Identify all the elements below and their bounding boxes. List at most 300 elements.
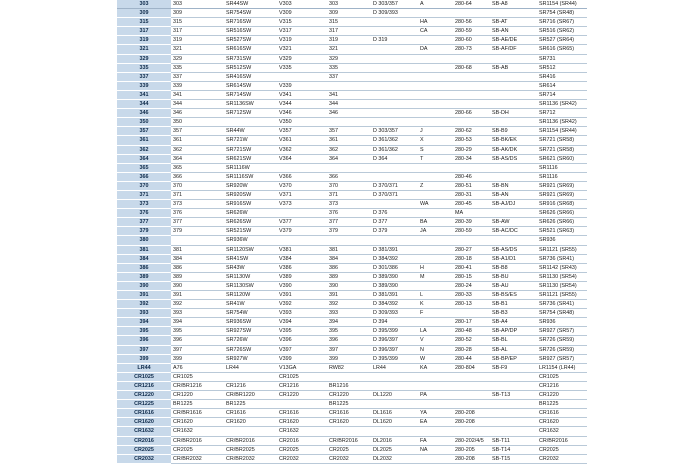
cell-col-6 xyxy=(371,381,418,390)
cell-model: CR2016 xyxy=(117,436,171,445)
cell-col-9: SB-DH xyxy=(490,109,537,118)
cell-col-8 xyxy=(453,381,490,390)
cell-col-6 xyxy=(371,90,418,99)
cell-model: 357 xyxy=(117,127,171,136)
cell-col-5: CR1616 xyxy=(327,409,371,418)
cell-col-2: 399 xyxy=(171,354,224,363)
cell-col-9: SB-B8 xyxy=(490,263,537,272)
cell-col-9 xyxy=(490,163,537,172)
cell-col-3: CR/BR2025 xyxy=(224,445,277,454)
cell-col-6 xyxy=(371,163,418,172)
table-row xyxy=(117,245,587,254)
cell-model: 317 xyxy=(117,27,171,36)
cross-reference-sheet xyxy=(117,0,587,464)
cell-col-4: V344 xyxy=(277,100,327,109)
cell-col-3: SR43W xyxy=(224,263,277,272)
cell-col-5: 384 xyxy=(327,254,371,263)
cell-col-4: CR1632 xyxy=(277,427,327,436)
cell-col-8: 280-208 xyxy=(453,418,490,427)
cell-col-3: SR44W xyxy=(224,127,277,136)
cell-col-2: 346 xyxy=(171,109,224,118)
cell-col-9: SB-AE/DE xyxy=(490,36,537,45)
cell-model: 399 xyxy=(117,354,171,363)
cell-col-7 xyxy=(418,236,453,245)
cell-model: CR1220 xyxy=(117,391,171,400)
cell-col-2 xyxy=(171,236,224,245)
cell-col-2: CR/BR1616 xyxy=(171,409,224,418)
cell-col-9: SB-B3 xyxy=(490,309,537,318)
cell-col-4: V384 xyxy=(277,254,327,263)
cell-col-5: BR1216 xyxy=(327,381,371,390)
cell-model: CR1225 xyxy=(117,400,171,409)
cell-col-6: LR44 xyxy=(371,363,418,372)
cell-col-8 xyxy=(453,427,490,436)
cell-col-4: V319 xyxy=(277,36,327,45)
cell-col-4: V341 xyxy=(277,90,327,99)
cell-col-2: 384 xyxy=(171,254,224,263)
cell-col-6 xyxy=(371,236,418,245)
cell-col-3: SR527SW xyxy=(224,36,277,45)
table-row xyxy=(117,254,587,263)
cell-col-3: SR1136SW xyxy=(224,100,277,109)
cell-col-4: V386 xyxy=(277,263,327,272)
cell-col-3: CR1216 xyxy=(224,381,277,390)
cell-col-8 xyxy=(453,100,490,109)
cell-col-8: 280-28 xyxy=(453,345,490,354)
cell-col-4: V396 xyxy=(277,336,327,345)
cell-equivalent: SR1116 xyxy=(537,172,587,181)
table-row xyxy=(117,363,587,372)
cell-col-7: N xyxy=(418,345,453,354)
cell-col-3: SR1130W xyxy=(224,272,277,281)
cell-col-2: CR/BR1216 xyxy=(171,381,224,390)
cell-col-8: 280-45 xyxy=(453,200,490,209)
cell-col-9 xyxy=(490,90,537,99)
cell-col-6: DL2016 xyxy=(371,436,418,445)
cell-model: 384 xyxy=(117,254,171,263)
table-row xyxy=(117,209,587,218)
cell-col-8 xyxy=(453,400,490,409)
cell-col-6 xyxy=(371,72,418,81)
table-row xyxy=(117,36,587,45)
cell-model: 381 xyxy=(117,245,171,254)
table-row xyxy=(117,0,587,9)
cell-col-6: D 364 xyxy=(371,154,418,163)
cell-col-4: V381 xyxy=(277,245,327,254)
cell-col-5: 344 xyxy=(327,100,371,109)
cell-col-2: 317 xyxy=(171,27,224,36)
cell-col-4: V379 xyxy=(277,227,327,236)
cell-col-4: V317 xyxy=(277,27,327,36)
cell-equivalent: SR721 (SR58) xyxy=(537,136,587,145)
cell-col-3: SR44SW xyxy=(224,0,277,9)
cell-col-7: FA xyxy=(418,436,453,445)
table-row xyxy=(117,9,587,18)
cell-equivalent: SR936 xyxy=(537,236,587,245)
cell-col-9: SB-BS/ES xyxy=(490,291,537,300)
cell-col-7 xyxy=(418,54,453,63)
cell-col-6: DL2032 xyxy=(371,454,418,463)
cell-col-5: 317 xyxy=(327,27,371,36)
cell-col-5: CR2025 xyxy=(327,445,371,454)
cell-col-5 xyxy=(327,163,371,172)
table-row xyxy=(117,300,587,309)
cell-col-3: SR920SW xyxy=(224,190,277,199)
cell-equivalent: SR712 xyxy=(537,109,587,118)
cell-col-6 xyxy=(371,81,418,90)
cell-model: 380 xyxy=(117,236,171,245)
cell-model: CR1632 xyxy=(117,427,171,436)
cell-col-9: SB-AK/DK xyxy=(490,145,537,154)
cell-col-9 xyxy=(490,427,537,436)
cell-col-7: S xyxy=(418,145,453,154)
cell-col-6 xyxy=(371,372,418,381)
cell-col-6: D 303/357 xyxy=(371,127,418,136)
cell-col-8: 280-15 xyxy=(453,272,490,281)
cell-col-4 xyxy=(277,72,327,81)
cell-col-4: V399 xyxy=(277,354,327,363)
cell-col-6 xyxy=(371,18,418,27)
cell-col-4: CR2025 xyxy=(277,445,327,454)
table-row xyxy=(117,236,587,245)
cell-equivalent: SR614 xyxy=(537,81,587,90)
cell-equivalent: SR1130 (SR54) xyxy=(537,281,587,290)
cell-col-3: SR920W xyxy=(224,181,277,190)
cell-col-6: D 303/357 xyxy=(371,0,418,9)
cell-col-5: 361 xyxy=(327,136,371,145)
cell-col-8: 280-53 xyxy=(453,136,490,145)
cell-model: 339 xyxy=(117,81,171,90)
cell-col-3: SR1116SW xyxy=(224,172,277,181)
cell-col-9: SB-BU xyxy=(490,272,537,281)
cell-model: 386 xyxy=(117,263,171,272)
cell-col-2: 370 xyxy=(171,181,224,190)
cell-col-9: SB-BN xyxy=(490,181,537,190)
cell-col-7: BA xyxy=(418,218,453,227)
cell-col-3: SR512SW xyxy=(224,63,277,72)
cell-col-7: L xyxy=(418,291,453,300)
cell-col-9: SB-AS/DS xyxy=(490,154,537,163)
cell-col-5: 376 xyxy=(327,209,371,218)
cell-col-8: MA xyxy=(453,209,490,218)
cell-col-7 xyxy=(418,90,453,99)
cell-col-2: 362 xyxy=(171,145,224,154)
cell-col-8: 280-64 xyxy=(453,0,490,9)
cell-col-5: 366 xyxy=(327,172,371,181)
cell-col-9: SB-AW xyxy=(490,218,537,227)
cell-col-2: 377 xyxy=(171,218,224,227)
cell-col-4: V329 xyxy=(277,54,327,63)
cell-col-7: J xyxy=(418,127,453,136)
cell-col-7: HA xyxy=(418,18,453,27)
cell-col-3: SR1130SW xyxy=(224,281,277,290)
cell-col-7: K xyxy=(418,300,453,309)
cell-col-5: 379 xyxy=(327,227,371,236)
cell-col-3: SR716SW xyxy=(224,18,277,27)
cell-col-2: 386 xyxy=(171,263,224,272)
cell-col-9 xyxy=(490,400,537,409)
cell-col-9: SB-BK/EK xyxy=(490,136,537,145)
table-row xyxy=(117,354,587,363)
cell-col-8: 280-68 xyxy=(453,63,490,72)
cell-col-5: CR1220 xyxy=(327,391,371,400)
cell-col-9: SB-T11 xyxy=(490,436,537,445)
cell-col-2: 366 xyxy=(171,172,224,181)
cell-col-5: CR1620 xyxy=(327,418,371,427)
cell-col-7 xyxy=(418,254,453,263)
cell-col-5: 315 xyxy=(327,18,371,27)
cell-col-9 xyxy=(490,409,537,418)
cell-equivalent: SR1121 (SR55) xyxy=(537,291,587,300)
table-row xyxy=(117,100,587,109)
cell-col-3: SR712SW xyxy=(224,109,277,118)
cell-col-5: 390 xyxy=(327,281,371,290)
cell-model: CR1620 xyxy=(117,418,171,427)
cell-col-3: SR621SW xyxy=(224,154,277,163)
cell-model: 303 xyxy=(117,0,171,9)
cell-col-8: 280-17 xyxy=(453,318,490,327)
cell-col-8: 280-27 xyxy=(453,245,490,254)
cell-col-6: D 394 xyxy=(371,318,418,327)
table-row xyxy=(117,81,587,90)
table-row xyxy=(117,200,587,209)
cell-col-2: 397 xyxy=(171,345,224,354)
table-row xyxy=(117,218,587,227)
table-row xyxy=(117,318,587,327)
cell-col-9 xyxy=(490,9,537,18)
cell-col-7: CA xyxy=(418,27,453,36)
cell-col-9 xyxy=(490,236,537,245)
cell-col-4: V397 xyxy=(277,345,327,354)
cell-col-6 xyxy=(371,200,418,209)
cell-model: 373 xyxy=(117,200,171,209)
cell-col-4: V370 xyxy=(277,181,327,190)
cell-col-6: D 370/371 xyxy=(371,181,418,190)
cell-col-6: D 381/391 xyxy=(371,291,418,300)
table-row xyxy=(117,400,587,409)
cell-col-8: 280-62 xyxy=(453,127,490,136)
cell-col-5: 391 xyxy=(327,291,371,300)
cell-model: 309 xyxy=(117,9,171,18)
cell-model: 329 xyxy=(117,54,171,63)
cell-col-3: SR721SW xyxy=(224,145,277,154)
table-row xyxy=(117,181,587,190)
cell-col-6: D 361/362 xyxy=(371,136,418,145)
cell-col-6: D 395/399 xyxy=(371,327,418,336)
cell-col-9 xyxy=(490,418,537,427)
cell-col-8: 280-41 xyxy=(453,263,490,272)
cell-col-4: V366 xyxy=(277,172,327,181)
cell-col-9: SB-T13 xyxy=(490,391,537,400)
cell-equivalent: SR521 (SR63) xyxy=(537,227,587,236)
cell-col-6: DL1620 xyxy=(371,418,418,427)
cell-equivalent: BR1225 xyxy=(537,400,587,409)
cell-col-2: 329 xyxy=(171,54,224,63)
cell-col-2: 315 xyxy=(171,18,224,27)
cell-col-3: SR754W xyxy=(224,309,277,318)
cell-col-5: 389 xyxy=(327,272,371,281)
cell-col-7 xyxy=(418,190,453,199)
cell-equivalent: CR1632 xyxy=(537,427,587,436)
cell-col-8: 280-48 xyxy=(453,327,490,336)
cell-col-8: 280-39 xyxy=(453,218,490,227)
cell-col-9: SB-BL xyxy=(490,336,537,345)
cell-col-4: CR1620 xyxy=(277,418,327,427)
cell-col-4: V395 xyxy=(277,327,327,336)
cell-col-9: SB-AB xyxy=(490,63,537,72)
cell-col-8: 280-51 xyxy=(453,181,490,190)
table-row xyxy=(117,436,587,445)
cell-col-6 xyxy=(371,63,418,72)
cell-col-7 xyxy=(418,381,453,390)
cell-col-4: V392 xyxy=(277,300,327,309)
cell-col-3: CR1616 xyxy=(224,409,277,418)
cell-col-4: V391 xyxy=(277,291,327,300)
cell-equivalent: SR714 xyxy=(537,90,587,99)
cell-col-3: SR41W xyxy=(224,300,277,309)
cell-col-5: 397 xyxy=(327,345,371,354)
cell-equivalent: SR1130 (SR54) xyxy=(537,272,587,281)
cell-col-3: SR626SW xyxy=(224,218,277,227)
cell-col-8: 280-31 xyxy=(453,190,490,199)
cell-col-8: 280-202/4/5 xyxy=(453,436,490,445)
cell-col-6: D 319 xyxy=(371,36,418,45)
cell-col-7: H xyxy=(418,263,453,272)
cell-col-2: 396 xyxy=(171,336,224,345)
cell-col-9: SB-AC/DC xyxy=(490,227,537,236)
cell-model: CR2025 xyxy=(117,445,171,454)
cell-col-5 xyxy=(327,236,371,245)
cell-col-7 xyxy=(418,81,453,90)
cell-equivalent: SR921 (SR69) xyxy=(537,181,587,190)
cell-col-8: 280-56 xyxy=(453,18,490,27)
cell-col-3: SR936SW xyxy=(224,318,277,327)
cell-col-9: SB-AJ/DJ xyxy=(490,200,537,209)
table-row xyxy=(117,63,587,72)
cell-col-7: M xyxy=(418,272,453,281)
cell-col-8 xyxy=(453,54,490,63)
cell-col-2: 319 xyxy=(171,36,224,45)
table-body xyxy=(117,0,587,463)
cell-col-2: 373 xyxy=(171,200,224,209)
cell-col-8: 280-33 xyxy=(453,291,490,300)
cell-model: LR44 xyxy=(117,363,171,372)
cell-col-4: V346 xyxy=(277,109,327,118)
table-row xyxy=(117,145,587,154)
cell-col-2: CR1632 xyxy=(171,427,224,436)
cell-col-8: 280-24 xyxy=(453,281,490,290)
cell-col-6: D 379 xyxy=(371,227,418,236)
cell-col-2: 379 xyxy=(171,227,224,236)
cell-col-3: SR616SW xyxy=(224,45,277,54)
cell-col-7 xyxy=(418,245,453,254)
cell-model: 393 xyxy=(117,309,171,318)
cell-col-8 xyxy=(453,81,490,90)
cell-model: 397 xyxy=(117,345,171,354)
table-row xyxy=(117,309,587,318)
cell-model: 376 xyxy=(117,209,171,218)
cell-col-9 xyxy=(490,72,537,81)
cell-col-3: SR626W xyxy=(224,209,277,218)
cell-col-6 xyxy=(371,400,418,409)
cell-col-7 xyxy=(418,118,453,127)
cell-col-9: SB-AS/DS xyxy=(490,245,537,254)
table-row xyxy=(117,409,587,418)
cell-col-2: 392 xyxy=(171,300,224,309)
cell-equivalent: SR416 xyxy=(537,72,587,81)
cell-model: CR1025 xyxy=(117,372,171,381)
cell-col-2: 364 xyxy=(171,154,224,163)
cell-col-9: SB-BP/EP xyxy=(490,354,537,363)
cell-col-2: 389 xyxy=(171,272,224,281)
cell-col-5: 373 xyxy=(327,200,371,209)
cell-col-6: DL2025 xyxy=(371,445,418,454)
cell-col-3: CR1620 xyxy=(224,418,277,427)
cell-col-3: CR/BR1220 xyxy=(224,391,277,400)
cell-col-9: SB-A1/D1 xyxy=(490,254,537,263)
table-row xyxy=(117,391,587,400)
table-row xyxy=(117,118,587,127)
table-row xyxy=(117,272,587,281)
cell-col-8: 280-804 xyxy=(453,363,490,372)
table-row xyxy=(117,154,587,163)
cell-col-2: 361 xyxy=(171,136,224,145)
cell-col-3: SR614SW xyxy=(224,81,277,90)
cell-col-5 xyxy=(327,118,371,127)
cell-model: 341 xyxy=(117,90,171,99)
cell-col-7 xyxy=(418,36,453,45)
cell-model: 361 xyxy=(117,136,171,145)
cell-col-6: D 381/391 xyxy=(371,245,418,254)
cell-col-2: 365 xyxy=(171,163,224,172)
cell-equivalent: CR2025 xyxy=(537,445,587,454)
cell-col-5: 370 xyxy=(327,181,371,190)
cell-col-5: 394 xyxy=(327,318,371,327)
cell-col-6: D 389/390 xyxy=(371,272,418,281)
cell-col-2: CR1220 xyxy=(171,391,224,400)
cell-col-6: D 361/362 xyxy=(371,145,418,154)
cell-col-8: 280-205 xyxy=(453,445,490,454)
cell-col-3 xyxy=(224,372,277,381)
cell-col-4: V350 xyxy=(277,118,327,127)
cell-col-4: V371 xyxy=(277,190,327,199)
cell-equivalent: SR754 (SR48) xyxy=(537,309,587,318)
cell-col-6 xyxy=(371,109,418,118)
cell-model: 346 xyxy=(117,109,171,118)
table-row xyxy=(117,454,587,463)
cell-col-7 xyxy=(418,9,453,18)
cell-col-4: CR1616 xyxy=(277,409,327,418)
cell-col-2: 391 xyxy=(171,291,224,300)
cell-col-5: 321 xyxy=(327,45,371,54)
cell-model: 391 xyxy=(117,291,171,300)
cell-col-6: D 376 xyxy=(371,209,418,218)
cell-col-5: 393 xyxy=(327,309,371,318)
cell-col-7: DA xyxy=(418,45,453,54)
cell-col-9: SB-AT xyxy=(490,18,537,27)
cell-col-6: D 396/397 xyxy=(371,336,418,345)
cell-col-6 xyxy=(371,427,418,436)
cell-equivalent: SR1142 (SR43) xyxy=(537,263,587,272)
cell-col-9: SB-T14 xyxy=(490,445,537,454)
cell-col-8 xyxy=(453,372,490,381)
cell-equivalent: LR1154 (LR44) xyxy=(537,363,587,372)
cell-col-4: V364 xyxy=(277,154,327,163)
cell-col-3: SR754SW xyxy=(224,9,277,18)
table-row xyxy=(117,27,587,36)
cell-model: 370 xyxy=(117,181,171,190)
cell-model: CR1616 xyxy=(117,409,171,418)
